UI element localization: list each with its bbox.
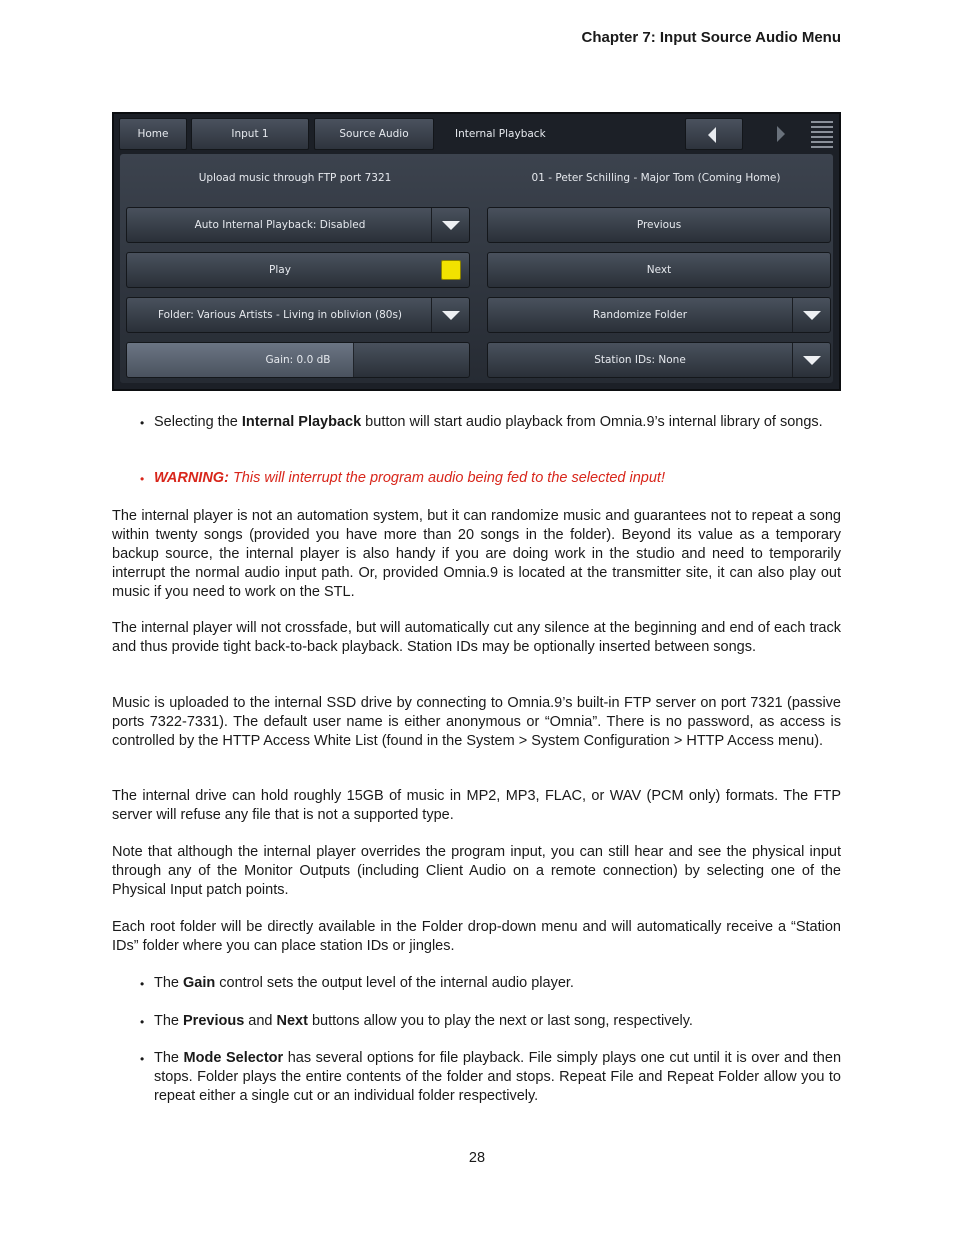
- ftp-info-text: Upload music through FTP port 7321: [198, 172, 392, 184]
- next-button[interactable]: [487, 252, 831, 288]
- chevron-down-icon: [803, 311, 821, 320]
- arrow-left-icon: [708, 127, 716, 143]
- menu-icon[interactable]: [811, 118, 833, 150]
- now-playing-text: 01 - Peter Schilling - Major Tom (Coming Home): [531, 172, 781, 184]
- play-indicator-led: [441, 260, 461, 280]
- paragraph-5: Note that although the internal player overrides the program input, you can still hear and see the physical input through any of the Monitor Outputs (including Client Audio on a remote connection) by selecting one of the Physical Input patch points.: [112, 844, 841, 898]
- station-ids-label: Station IDs: None: [594, 354, 686, 366]
- previous-button[interactable]: [487, 207, 831, 243]
- play-button[interactable]: [126, 252, 470, 288]
- next-label: Next: [646, 264, 672, 276]
- nav-bar: [119, 118, 835, 150]
- folder-dropdown[interactable]: [126, 297, 470, 333]
- paragraph-1: The internal player is not an automation system, but it can randomize music and guarantees not to repeat a song within twenty songs (provided you have more than 20 songs in the folder). Beyond its value as a temporary backup source, the internal player is also handy if you are doing work in the studio and need to temporarily interrupt the normal audio input path. Or, provided Omnia.9 is located at the transmitter site, it can also play out music if you need to work on the STL.: [112, 508, 841, 600]
- gain-label: Gain: 0.0 dB: [265, 354, 331, 366]
- arrow-right-icon: [777, 126, 785, 142]
- chevron-down-icon: [442, 221, 460, 230]
- folder-label: Folder: Various Artists - Living in oblivion (80s): [157, 309, 403, 321]
- nav-source-audio-button[interactable]: Source Audio: [314, 118, 434, 150]
- randomize-folder-dropdown[interactable]: [487, 297, 831, 333]
- bullet-marker: •: [140, 1052, 145, 1066]
- bullet-previous-next: The Previous and Next buttons allow you to play the next or last song, respectively.: [154, 1013, 693, 1029]
- gain-slider[interactable]: [126, 342, 470, 378]
- chevron-down-icon: [442, 311, 460, 320]
- chevron-down-icon: [803, 356, 821, 365]
- internal-playback-screenshot: [112, 112, 841, 391]
- bullet-mode-selector: The Mode Selector has several options for file playback. File simply plays one cut until it is over and then stops. Folder plays the entire contents of the folder and stops. Repeat File and Repeat Folder allow you to repeat either a single cut or an individual folder respectively.: [154, 1050, 842, 1104]
- paragraph-2: The internal player will not crossfade, but will automatically cut any silence at the beginning and end of each track and thus provide tight back-to-back playback. Station IDs may be optionally inserted between songs.: [112, 620, 841, 655]
- warning-bullet-marker: •: [140, 472, 145, 486]
- back-button[interactable]: [685, 118, 743, 150]
- station-ids-dropdown[interactable]: [487, 342, 831, 378]
- playback-controls-area: [120, 154, 833, 383]
- bullet-internal-playback: Selecting the Internal Playback button will start audio playback from Omnia.9’s internal library of songs.: [154, 414, 823, 430]
- paragraph-6: Each root folder will be directly available in the Folder drop-down menu and will automatically receive a “Station IDs” folder where you can place station IDs or jingles.: [112, 919, 841, 954]
- randomize-label: Randomize Folder: [592, 309, 688, 321]
- paragraph-3: Music is uploaded to the internal SSD drive by connecting to Omnia.9’s built-in FTP server on port 7321 (passive ports 7322-7331). The default user name is either anonymous or “Omnia”. There is no password, as access is controlled by the HTTP Access White List (found in the System > System Configuration > HTTP Access menu).: [112, 695, 841, 749]
- play-label: Play: [269, 264, 291, 276]
- previous-label: Previous: [636, 219, 682, 231]
- nav-current-page: Internal Playback: [455, 128, 546, 140]
- bullet-marker: •: [140, 1015, 145, 1029]
- nav-home-button[interactable]: Home: [119, 118, 187, 150]
- warning-note: WARNING: This will interrupt the program audio being fed to the selected input!: [154, 470, 665, 486]
- paragraph-4: The internal drive can hold roughly 15GB of music in MP2, MP3, FLAC, or WAV (PCM only) formats. The FTP server will refuse any file that is not a supported type.: [112, 788, 841, 823]
- bullet-marker: •: [140, 416, 145, 430]
- nav-input-button[interactable]: Input 1: [191, 118, 309, 150]
- bullet-marker: •: [140, 977, 145, 991]
- auto-playback-dropdown[interactable]: [126, 207, 470, 243]
- bullet-gain: The Gain control sets the output level of the internal audio player.: [154, 975, 574, 991]
- auto-playback-label: Auto Internal Playback: Disabled: [194, 219, 366, 231]
- chapter-header: Chapter 7: Input Source Audio Menu: [581, 29, 841, 46]
- page-number: 28: [468, 1150, 486, 1166]
- forward-button[interactable]: [747, 118, 805, 150]
